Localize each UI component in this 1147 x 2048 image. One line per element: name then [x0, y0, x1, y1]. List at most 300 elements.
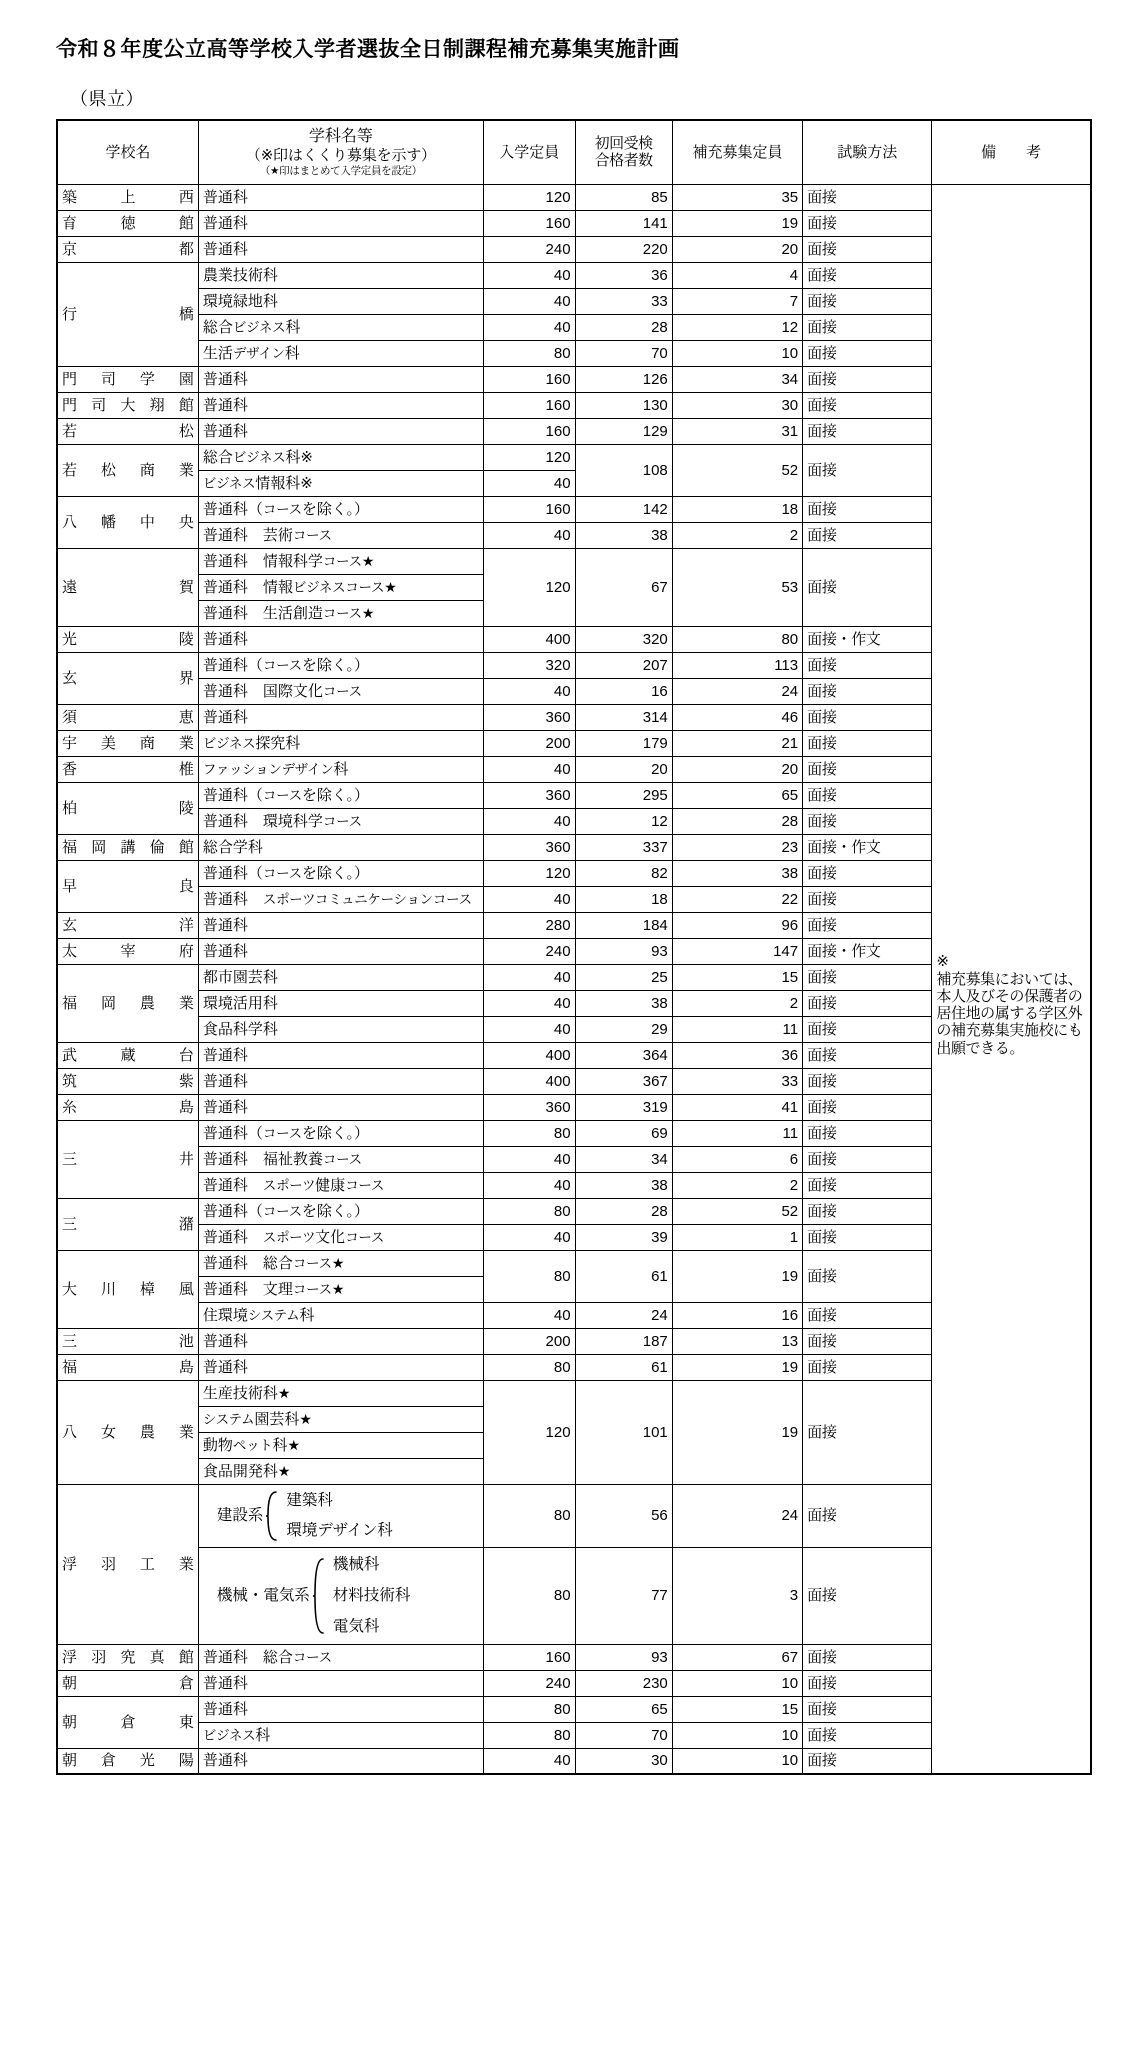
exam-method-cell: 面接 — [803, 860, 932, 886]
exam-method-cell: 面接 — [803, 990, 932, 1016]
header-first-pass — [575, 120, 672, 184]
exam-method-cell: 面接 — [803, 522, 932, 548]
first-pass-cell: 38 — [575, 990, 672, 1016]
department-cell: 住環境システム科 — [198, 1302, 483, 1328]
capacity-cell: 400 — [483, 1042, 575, 1068]
exam-method-cell: 面接 — [803, 184, 932, 210]
school-name-label: 福岡農業 — [62, 994, 194, 1012]
supplementary-cell: 96 — [672, 912, 802, 938]
exam-method-cell: 面接 — [803, 1146, 932, 1172]
supplementary-cell: 38 — [672, 860, 802, 886]
supplementary-cell: 19 — [672, 1250, 802, 1302]
brace-group-items — [327, 1556, 411, 1636]
school-name-label: 朝倉 — [62, 1674, 194, 1692]
supplementary-cell: 35 — [672, 184, 802, 210]
exam-method-cell: 面接 — [803, 1547, 932, 1644]
school-name-cell — [57, 1484, 198, 1644]
school-name-label: 育徳館 — [62, 214, 194, 232]
capacity-cell: 160 — [483, 366, 575, 392]
supplementary-cell: 10 — [672, 1722, 802, 1748]
first-pass-cell: 142 — [575, 496, 672, 522]
supplementary-cell: 10 — [672, 340, 802, 366]
school-name-label: 福岡講倫館 — [62, 838, 194, 856]
supplementary-cell: 52 — [672, 444, 802, 496]
department-cell: 普通科 生活創造コース★ — [198, 600, 483, 626]
header-method — [803, 120, 932, 184]
capacity-cell: 120 — [483, 444, 575, 470]
capacity-cell: 40 — [483, 1302, 575, 1328]
school-name-cell — [57, 1328, 198, 1354]
exam-method-cell: 面接 — [803, 1696, 932, 1722]
supplementary-cell: 20 — [672, 756, 802, 782]
capacity-cell: 360 — [483, 1094, 575, 1120]
supplementary-cell: 15 — [672, 1696, 802, 1722]
capacity-cell: 40 — [483, 886, 575, 912]
department-cell: 普通科 文理コース★ — [198, 1276, 483, 1302]
supplementary-cell: 2 — [672, 522, 802, 548]
supplementary-cell: 13 — [672, 1328, 802, 1354]
capacity-cell: 80 — [483, 1198, 575, 1224]
supplementary-cell: 65 — [672, 782, 802, 808]
department-cell: 普通科 国際文化コース — [198, 678, 483, 704]
brace-group — [207, 1488, 475, 1544]
department-cell: 普通科 — [198, 912, 483, 938]
exam-method-cell: 面接 — [803, 1172, 932, 1198]
exam-method-cell: 面接 — [803, 1644, 932, 1670]
school-name-label: 遠賀 — [62, 578, 194, 596]
department-cell: 環境活用科 — [198, 990, 483, 1016]
department-cell: システム園芸科★ — [198, 1406, 483, 1432]
supplementary-cell: 3 — [672, 1547, 802, 1644]
capacity-cell: 240 — [483, 1670, 575, 1696]
capacity-cell: 40 — [483, 1748, 575, 1774]
department-cell — [198, 1547, 483, 1644]
school-name-cell — [57, 496, 198, 548]
school-name-label: 朝倉東 — [62, 1713, 194, 1731]
school-name-cell — [57, 860, 198, 912]
exam-method-cell: 面接 — [803, 418, 932, 444]
department-cell: 普通科 スポーツ健康コース — [198, 1172, 483, 1198]
first-pass-cell: 319 — [575, 1094, 672, 1120]
school-name-cell — [57, 964, 198, 1042]
first-pass-cell: 220 — [575, 236, 672, 262]
header-first-pass-line1: 初回受検 — [594, 134, 653, 152]
exam-method-cell: 面接 — [803, 1016, 932, 1042]
exam-method-cell: 面接 — [803, 288, 932, 314]
exam-method-cell: 面接 — [803, 1068, 932, 1094]
first-pass-cell: 65 — [575, 1696, 672, 1722]
department-cell: 普通科 スポーツ文化コース — [198, 1224, 483, 1250]
header-first-pass-line2: 合格者数 — [594, 151, 653, 169]
exam-method-cell: 面接 — [803, 1748, 932, 1774]
supplementary-cell: 80 — [672, 626, 802, 652]
supplementary-cell: 46 — [672, 704, 802, 730]
capacity-cell: 40 — [483, 964, 575, 990]
first-pass-cell: 24 — [575, 1302, 672, 1328]
capacity-cell: 360 — [483, 782, 575, 808]
school-name-cell — [57, 418, 198, 444]
exam-method-cell: 面接 — [803, 652, 932, 678]
exam-method-cell: 面接 — [803, 1198, 932, 1224]
school-name-cell — [57, 366, 198, 392]
page-title: 令和８年度公立高等学校入学者選抜全日制課程補充募集実施計画 — [56, 38, 680, 61]
first-pass-cell: 38 — [575, 1172, 672, 1198]
exam-method-cell: 面接 — [803, 1670, 932, 1696]
supplementary-cell: 34 — [672, 366, 802, 392]
exam-method-cell: 面接 — [803, 1094, 932, 1120]
exam-method-cell: 面接 — [803, 236, 932, 262]
capacity-cell: 200 — [483, 730, 575, 756]
department-cell: 普通科 環境科学コース — [198, 808, 483, 834]
school-name-cell — [57, 1120, 198, 1198]
department-label: 環境デザイン科 — [286, 1521, 393, 1539]
capacity-cell: 160 — [483, 418, 575, 444]
department-cell: ファッションデザイン科 — [198, 756, 483, 782]
brace-group — [207, 1551, 475, 1641]
department-label: 電気科 — [332, 1617, 380, 1635]
header-capacity-label: 入学定員 — [499, 143, 560, 161]
first-pass-cell: 314 — [575, 704, 672, 730]
header-department — [198, 120, 483, 184]
school-name-cell — [57, 626, 198, 652]
capacity-cell: 320 — [483, 652, 575, 678]
school-name-cell — [57, 1354, 198, 1380]
school-name-cell — [57, 1068, 198, 1094]
capacity-cell: 40 — [483, 756, 575, 782]
exam-method-cell: 面接 — [803, 808, 932, 834]
school-name-cell — [57, 1748, 198, 1774]
remarks-cell — [932, 184, 1091, 1774]
exam-method-cell: 面接 — [803, 1302, 932, 1328]
supplementary-cell: 20 — [672, 236, 802, 262]
first-pass-cell: 295 — [575, 782, 672, 808]
department-cell: 普通科 — [198, 184, 483, 210]
department-label: 材料技術科 — [332, 1586, 411, 1604]
school-name-cell — [57, 210, 198, 236]
first-pass-cell: 34 — [575, 1146, 672, 1172]
capacity-cell: 160 — [483, 210, 575, 236]
capacity-cell: 40 — [483, 314, 575, 340]
department-cell: 普通科 芸術コース — [198, 522, 483, 548]
exam-method-cell: 面接 — [803, 704, 932, 730]
department-cell: 食品開発科★ — [198, 1458, 483, 1484]
exam-method-cell: 面接・作文 — [803, 626, 932, 652]
first-pass-cell: 70 — [575, 340, 672, 366]
department-cell: 普通科 — [198, 1042, 483, 1068]
supplementary-cell: 23 — [672, 834, 802, 860]
department-cell: 普通科 — [198, 1696, 483, 1722]
first-pass-cell: 29 — [575, 1016, 672, 1042]
capacity-cell: 80 — [483, 1484, 575, 1547]
first-pass-cell: 61 — [575, 1250, 672, 1302]
header-department-note-kukuri: （※印はくくり募集を示す） — [245, 147, 436, 165]
first-pass-cell: 18 — [575, 886, 672, 912]
exam-method-cell: 面接 — [803, 1042, 932, 1068]
department-cell: 普通科 — [198, 1670, 483, 1696]
first-pass-cell: 70 — [575, 1722, 672, 1748]
supplementary-cell: 21 — [672, 730, 802, 756]
department-cell: 総合ビジネス科 — [198, 314, 483, 340]
exam-method-cell: 面接 — [803, 496, 932, 522]
remarks-note-line: ※ — [936, 953, 949, 971]
school-name-label: 光陵 — [62, 630, 194, 648]
supplementary-cell: 19 — [672, 1354, 802, 1380]
supplementary-cell: 33 — [672, 1068, 802, 1094]
exam-method-cell: 面接 — [803, 782, 932, 808]
school-name-cell — [57, 782, 198, 834]
capacity-cell: 80 — [483, 1354, 575, 1380]
school-name-cell — [57, 548, 198, 626]
brace-group-label: 建設系 — [216, 1506, 264, 1524]
school-name-label: 糸島 — [62, 1098, 194, 1116]
department-cell: 普通科 — [198, 1328, 483, 1354]
supplementary-cell: 2 — [672, 990, 802, 1016]
department-cell — [198, 1484, 483, 1547]
exam-method-cell: 面接 — [803, 340, 932, 366]
school-name-label: 三潴 — [62, 1215, 194, 1233]
first-pass-cell: 67 — [575, 548, 672, 626]
school-name-label: 京都 — [62, 240, 194, 258]
school-name-label: 築上西 — [62, 188, 194, 206]
school-name-label: 行橋 — [62, 305, 194, 323]
school-name-label: 玄洋 — [62, 916, 194, 934]
supplementary-cell: 67 — [672, 1644, 802, 1670]
school-name-cell — [57, 938, 198, 964]
department-cell: ビジネス情報科※ — [198, 470, 483, 496]
school-name-cell — [57, 1042, 198, 1068]
first-pass-cell: 207 — [575, 652, 672, 678]
capacity-cell: 40 — [483, 1016, 575, 1042]
exam-method-cell: 面接・作文 — [803, 938, 932, 964]
supplementary-cell: 22 — [672, 886, 802, 912]
first-pass-cell: 69 — [575, 1120, 672, 1146]
department-cell: 普通科 — [198, 1068, 483, 1094]
school-name-cell — [57, 1094, 198, 1120]
capacity-cell: 40 — [483, 808, 575, 834]
exam-method-cell: 面接 — [803, 1380, 932, 1484]
school-name-cell — [57, 730, 198, 756]
header-department-main: 学科名等 — [308, 127, 373, 145]
first-pass-cell: 184 — [575, 912, 672, 938]
school-name-label: 筑紫 — [62, 1072, 194, 1090]
header-remarks-label: 備 考 — [981, 143, 1042, 161]
exam-method-cell: 面接 — [803, 1328, 932, 1354]
department-cell: ビジネス探究科 — [198, 730, 483, 756]
exam-method-cell: 面接 — [803, 1354, 932, 1380]
school-name-label: 三井 — [62, 1150, 194, 1168]
department-cell: 普通科 — [198, 392, 483, 418]
department-cell: 都市園芸科 — [198, 964, 483, 990]
school-name-label: 香椎 — [62, 760, 194, 778]
department-cell: 普通科 — [198, 366, 483, 392]
exam-method-cell: 面接・作文 — [803, 834, 932, 860]
header-school-label: 学校名 — [105, 143, 151, 161]
supplementary-cell: 53 — [672, 548, 802, 626]
capacity-cell: 280 — [483, 912, 575, 938]
school-name-label: 門司大翔館 — [62, 396, 194, 414]
capacity-cell: 80 — [483, 1250, 575, 1302]
school-name-label: 三池 — [62, 1332, 194, 1350]
remarks-note-line: 補充募集においては、本人及びその保護者の居住地の属する学区外の補充募集実施校にも出願できる。 — [936, 970, 1083, 1057]
first-pass-cell: 82 — [575, 860, 672, 886]
first-pass-cell: 30 — [575, 1748, 672, 1774]
school-name-cell — [57, 1670, 198, 1696]
department-cell: 普通科 — [198, 1748, 483, 1774]
header-department-note-star: （★印はまとめて入学定員を設定） — [259, 165, 422, 178]
department-cell: 普通科 スポーツコミュニケーションコース — [198, 886, 483, 912]
capacity-cell: 40 — [483, 1172, 575, 1198]
department-cell: 普通科 — [198, 236, 483, 262]
supplementary-cell: 6 — [672, 1146, 802, 1172]
school-name-label: 八幡中央 — [62, 513, 194, 531]
exam-method-cell: 面接 — [803, 756, 932, 782]
exam-method-cell: 面接 — [803, 1484, 932, 1547]
school-name-label: 若松 — [62, 422, 194, 440]
supplementary-cell: 19 — [672, 1380, 802, 1484]
table-row — [57, 184, 1091, 210]
school-name-label: 門司学園 — [62, 370, 194, 388]
header-row — [57, 120, 1091, 184]
department-cell: 普通科 — [198, 938, 483, 964]
capacity-cell: 400 — [483, 1068, 575, 1094]
department-cell: 普通科 — [198, 626, 483, 652]
school-name-cell — [57, 184, 198, 210]
exam-method-cell: 面接 — [803, 1250, 932, 1302]
department-cell: 普通科 — [198, 1094, 483, 1120]
capacity-cell: 40 — [483, 262, 575, 288]
department-cell: 普通科 — [198, 418, 483, 444]
school-name-label: 浮羽工業 — [62, 1555, 194, 1573]
department-cell: 動物ペット科★ — [198, 1432, 483, 1458]
supplementary-cell: 1 — [672, 1224, 802, 1250]
first-pass-cell: 28 — [575, 1198, 672, 1224]
school-name-label: 大川樟風 — [62, 1280, 194, 1298]
supplementary-cell: 10 — [672, 1748, 802, 1774]
capacity-cell: 160 — [483, 1644, 575, 1670]
supplementary-cell: 2 — [672, 1172, 802, 1198]
header-school — [57, 120, 198, 184]
school-name-cell — [57, 236, 198, 262]
supplementary-cell: 28 — [672, 808, 802, 834]
school-name-cell — [57, 652, 198, 704]
capacity-cell: 80 — [483, 1547, 575, 1644]
department-cell: 普通科（コースを除く。） — [198, 782, 483, 808]
department-cell: 普通科（コースを除く。） — [198, 1198, 483, 1224]
supplementary-cell: 16 — [672, 1302, 802, 1328]
supplementary-cell: 11 — [672, 1120, 802, 1146]
department-cell: 普通科 情報ビジネスコース★ — [198, 574, 483, 600]
school-name-cell — [57, 1198, 198, 1250]
department-cell: 普通科 情報科学コース★ — [198, 548, 483, 574]
exam-method-cell: 面接 — [803, 912, 932, 938]
capacity-cell: 80 — [483, 1696, 575, 1722]
first-pass-cell: 33 — [575, 288, 672, 314]
exam-method-cell: 面接 — [803, 964, 932, 990]
header-capacity — [483, 120, 575, 184]
school-name-label: 須恵 — [62, 708, 194, 726]
capacity-cell: 240 — [483, 938, 575, 964]
first-pass-cell: 367 — [575, 1068, 672, 1094]
department-cell: 食品科学科 — [198, 1016, 483, 1042]
capacity-cell: 80 — [483, 340, 575, 366]
supplementary-cell: 11 — [672, 1016, 802, 1042]
supplementary-cell: 147 — [672, 938, 802, 964]
first-pass-cell: 39 — [575, 1224, 672, 1250]
department-cell: 普通科（コースを除く。） — [198, 860, 483, 886]
first-pass-cell: 320 — [575, 626, 672, 652]
first-pass-cell: 101 — [575, 1380, 672, 1484]
department-cell: 総合ビジネス科※ — [198, 444, 483, 470]
department-cell: 普通科 総合コース — [198, 1644, 483, 1670]
school-name-cell — [57, 1696, 198, 1748]
header-supplementary — [672, 120, 802, 184]
department-label: 機械科 — [332, 1555, 380, 1573]
school-name-label: 早良 — [62, 877, 194, 895]
school-name-cell — [57, 834, 198, 860]
school-name-label: 宇美商業 — [62, 734, 194, 752]
supplementary-cell: 24 — [672, 1484, 802, 1547]
header-method-label: 試験方法 — [837, 143, 898, 161]
supplementary-cell: 41 — [672, 1094, 802, 1120]
capacity-cell: 40 — [483, 470, 575, 496]
school-name-cell — [57, 704, 198, 730]
capacity-cell: 120 — [483, 184, 575, 210]
supplementary-cell: 15 — [672, 964, 802, 990]
first-pass-cell: 61 — [575, 1354, 672, 1380]
capacity-cell: 40 — [483, 678, 575, 704]
header-supplementary-label: 補充募集定員 — [692, 143, 783, 161]
exam-method-cell: 面接 — [803, 444, 932, 496]
supplementary-cell: 24 — [672, 678, 802, 704]
table-body — [57, 184, 1091, 1774]
capacity-cell: 120 — [483, 1380, 575, 1484]
brace-group-items — [280, 1492, 392, 1540]
exam-method-cell: 面接 — [803, 314, 932, 340]
department-cell: 環境緑地科 — [198, 288, 483, 314]
department-cell: 生産技術科★ — [198, 1380, 483, 1406]
header-remarks — [932, 120, 1091, 184]
exam-method-cell: 面接 — [803, 548, 932, 626]
exam-method-cell: 面接 — [803, 678, 932, 704]
first-pass-cell: 337 — [575, 834, 672, 860]
school-name-label: 福島 — [62, 1358, 194, 1376]
first-pass-cell: 93 — [575, 1644, 672, 1670]
first-pass-cell: 129 — [575, 418, 672, 444]
exam-method-cell: 面接 — [803, 392, 932, 418]
school-name-cell — [57, 444, 198, 496]
school-name-cell — [57, 392, 198, 418]
first-pass-cell: 25 — [575, 964, 672, 990]
supplementary-cell: 10 — [672, 1670, 802, 1696]
exam-method-cell: 面接 — [803, 1224, 932, 1250]
department-cell: 総合学科 — [198, 834, 483, 860]
capacity-cell: 40 — [483, 288, 575, 314]
exam-method-cell: 面接 — [803, 1722, 932, 1748]
department-cell: ビジネス科 — [198, 1722, 483, 1748]
first-pass-cell: 20 — [575, 756, 672, 782]
exam-method-cell: 面接 — [803, 1120, 932, 1146]
first-pass-cell: 93 — [575, 938, 672, 964]
department-cell: 普通科 総合コース★ — [198, 1250, 483, 1276]
school-name-label: 八女農業 — [62, 1423, 194, 1441]
supplementary-cell: 18 — [672, 496, 802, 522]
capacity-cell: 40 — [483, 1146, 575, 1172]
supplementary-recruitment-table — [56, 119, 1092, 1775]
exam-method-cell: 面接 — [803, 262, 932, 288]
department-cell: 生活デザイン科 — [198, 340, 483, 366]
school-name-label: 朝倉光陽 — [62, 1752, 194, 1770]
supplementary-cell: 7 — [672, 288, 802, 314]
